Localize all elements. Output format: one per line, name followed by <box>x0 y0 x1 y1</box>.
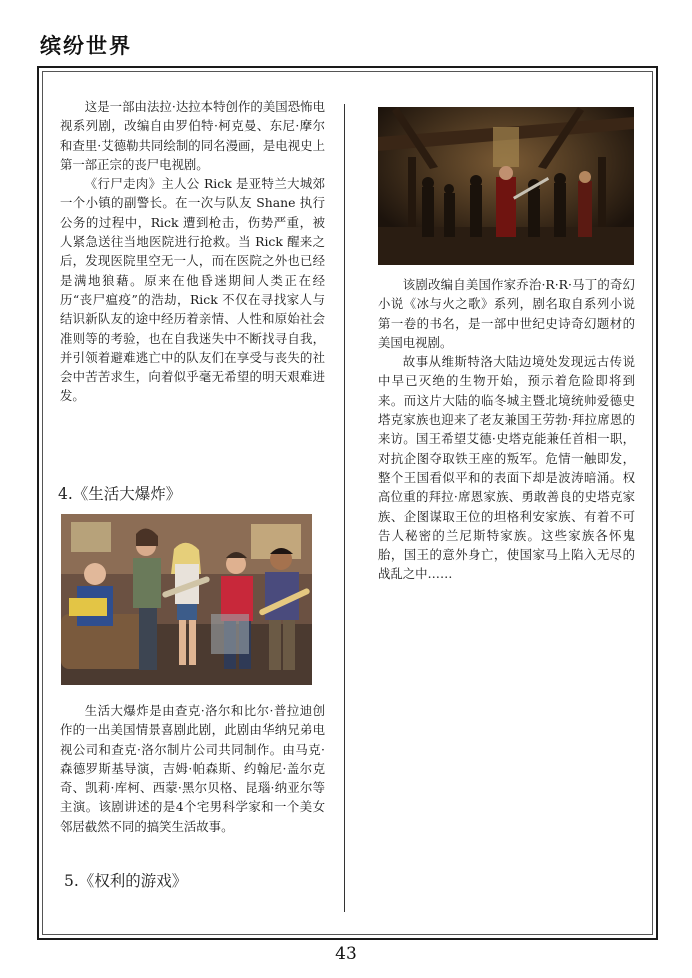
column-divider <box>344 104 345 912</box>
heading-thrones: 5.《权利的游戏》 <box>64 872 188 890</box>
big-bang-text: 生活大爆炸是由查克·洛尔和比尔·普拉迪创作的一出美国情景喜剧此剧，此剧由华纳兄弟电视公司和查克·洛尔制片公司共同制作。由马克·森德罗斯基导演，吉姆·帕森斯、约翰尼·盖尔克奇、凯莉·库柯、西蒙·黑尔贝格、昆瑙·纳亚尔等主演。该剧讲述的是4个宅男科学家和一个美女邻居截然不同的搞笑生活故事。 <box>60 703 325 834</box>
thrones-intro: 该剧改编自美国作家乔治·R·R·马丁的奇幻小说《冰与火之歌》系列，剧名取自系列小说第一卷的书名，是一部中世纪史诗奇幻题材的美国电视剧。 <box>378 277 635 350</box>
walking-dead-plot: 《行尸走肉》主人公 Rick 是亚特兰大城郊一个小镇的副警长。在一次与队友 Shane 执行公务的过程中，Rick 遭到枪击，伤势严重，被人紧急送往当地医院进行抢救。当 Rick 醒来之后，发现医院里空无一人，而在医院之外也已经是满地狼藉。原来在他昏迷期间人类正在经历“丧尸瘟疫”的浩劫，Rick 不仅在寻找家人与结识新队友的途中经历着亲情、人性和原始社会准则等的考验，也在自我迷失中不断找寻自我，并引领着避难逃亡中的队友们在享受与丧失的社会中苦苦求生，向着似乎毫无希望的明天艰难进发。 <box>60 176 325 404</box>
section-title: 缤纷世界 <box>40 33 132 58</box>
thrones-photo <box>378 107 634 265</box>
left-column-text <box>60 97 325 406</box>
page-number: 43 <box>335 944 357 964</box>
walking-dead-intro: 这是一部由法拉·达拉本特创作的美国恐怖电视系列剧，改编自由罗伯特·柯克曼、东尼·摩尔和查里·艾德勒共同绘制的同名漫画，是电视史上第一部正宗的丧尸电视剧。 <box>60 99 325 172</box>
left-column-text-lower <box>60 701 325 836</box>
heading-big-bang: 4.《生活大爆炸》 <box>58 485 182 503</box>
thrones-plot: 故事从维斯特洛大陆边境处发现远古传说中早已灭绝的生物开始，预示着危险即将到来。而这片大陆的临冬城主暨北境统帅爱德史塔克家族也迎来了老友兼国王劳勃·拜拉席恩的来访。国王希望艾德·史塔克能兼任首相一职，对抗企图夺取铁王座的叛军。危情一触即发，整个王国看似平和的表面下却是波涛暗涌。权高位重的拜拉·席恩家族、勇敢善良的史塔克家族、企图谋取王位的坦格利安家族、有着不可告人秘密的兰尼斯特家族。这些家族各怀鬼胎，国王的意外身亡，使国家马上陷入无尽的战乱之中…… <box>378 354 635 582</box>
right-column-text <box>378 275 635 584</box>
big-bang-photo <box>61 514 312 685</box>
